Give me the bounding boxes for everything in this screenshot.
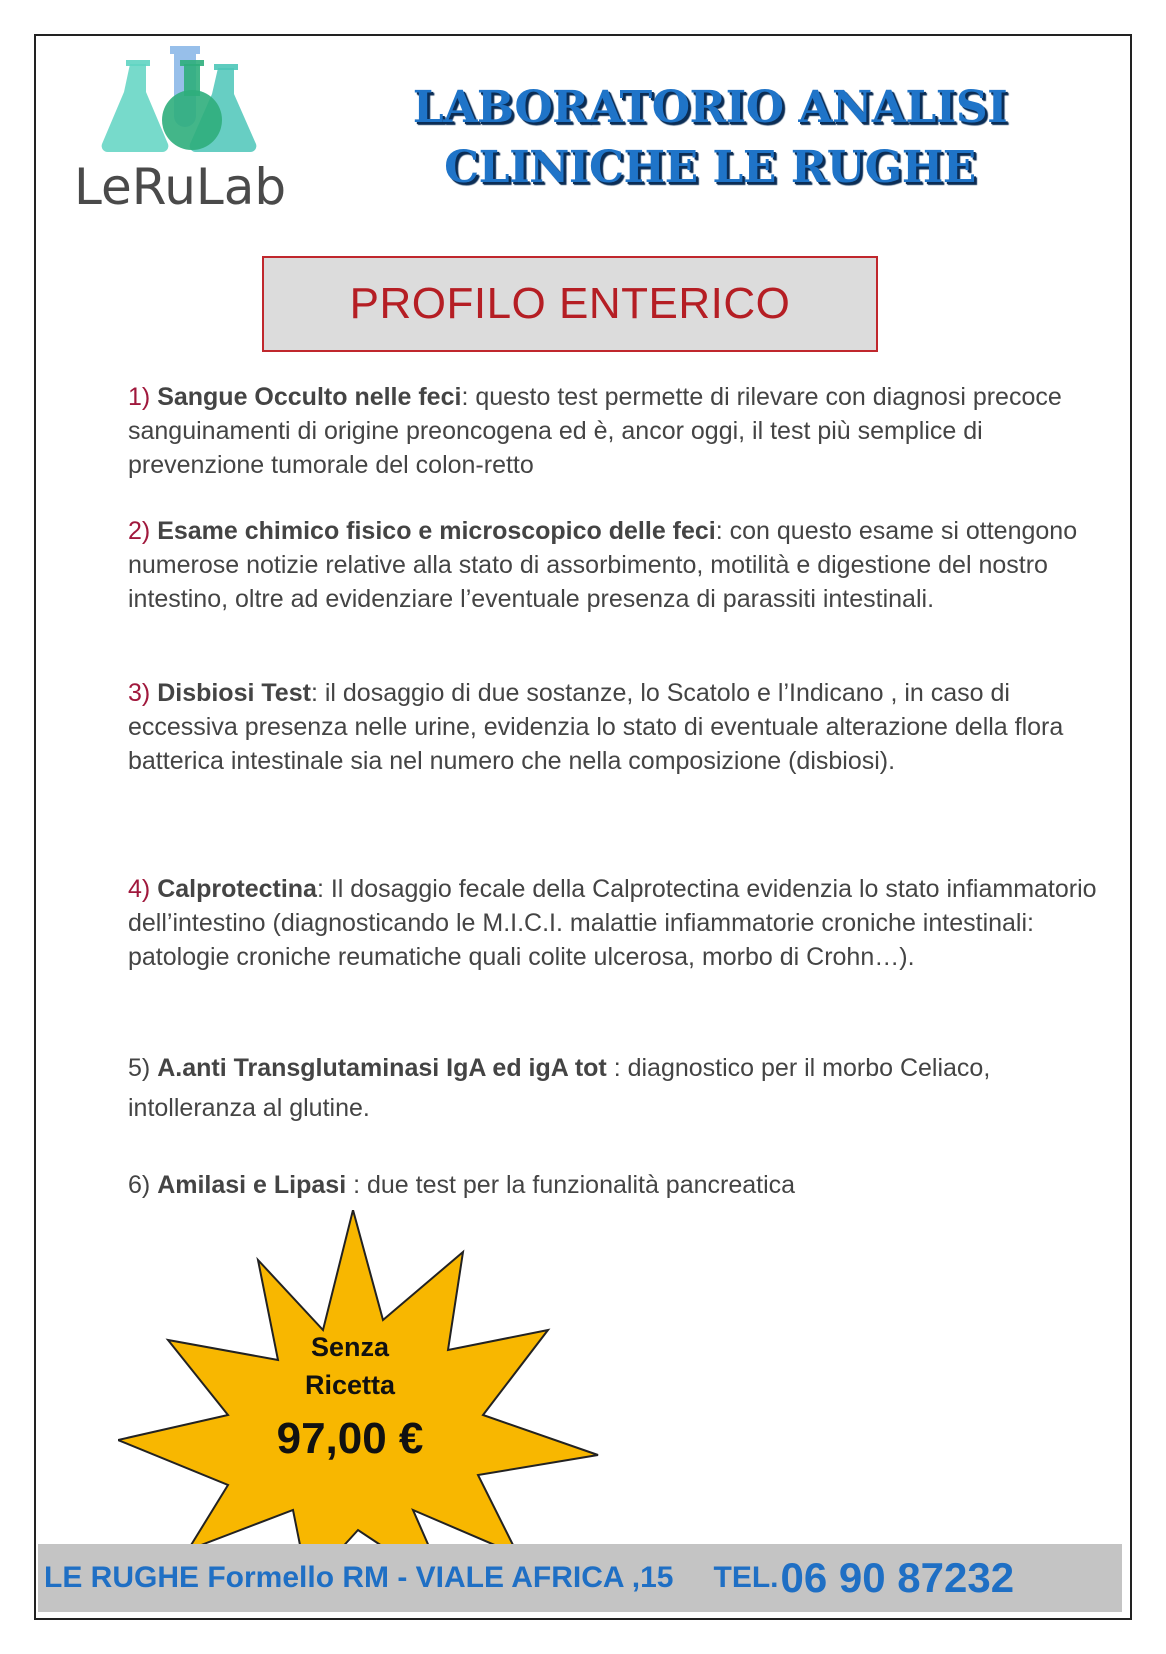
item-title: Sangue Occulto nelle feci xyxy=(157,383,462,411)
item-text: : diagnostico per il morbo Celiaco, intolleranza al glutine. xyxy=(128,1054,991,1122)
badge-text xyxy=(240,1328,460,1404)
item-number: 3) xyxy=(128,679,158,707)
item-title: Esame chimico fisico e microscopico delle feci xyxy=(157,517,716,545)
list-item xyxy=(128,676,1118,778)
list-item xyxy=(128,872,1118,974)
list-item xyxy=(128,380,1118,482)
item-title: Calprotectina xyxy=(157,875,317,903)
badge-price: 97,00 € xyxy=(276,1414,424,1463)
lab-flasks-icon xyxy=(100,46,270,156)
lab-title-line1: LABORATORIO ANALISI xyxy=(412,82,1008,133)
footer-tel-number: 06 90 87232 xyxy=(780,1554,1015,1601)
profile-title: PROFILO ENTERICO xyxy=(349,279,791,328)
footer-tel-label: TEL. xyxy=(713,1561,779,1594)
lab-title xyxy=(360,78,1060,198)
item-number: 4) xyxy=(128,875,158,903)
item-title: Amilasi e Lipasi xyxy=(157,1171,347,1199)
profile-title-box xyxy=(262,256,878,352)
item-text: : Il dosaggio fecale della Calprotectina evidenzia lo stato infiammatorio dell’intestino (diagnosticando le M.I.C.I. malattie infiammatorie croniche intestinali: patologie croniche reumatiche quali colite ulcerosa, morbo di Crohn…). xyxy=(128,875,1097,971)
item-text: : questo test permette di rilevare con diagnosi precoce sanguinamenti di origine preoncogena ed è, ancor oggi, il test più semplice di prevenzione tumorale del colon-retto xyxy=(128,383,1062,479)
item-text: : due test per la funzionalità pancreatica xyxy=(346,1171,796,1199)
footer-bar xyxy=(38,1544,1122,1612)
list-item xyxy=(128,1168,1118,1202)
item-number: 5) xyxy=(128,1054,158,1082)
list-item xyxy=(128,514,1118,616)
item-number: 6) xyxy=(128,1171,158,1199)
item-number: 1) xyxy=(128,383,158,411)
logo xyxy=(70,46,300,216)
item-number: 2) xyxy=(128,517,158,545)
badge-line1: Senza xyxy=(310,1332,390,1362)
lab-title-line2: CLINICHE LE RUGHE xyxy=(444,142,976,193)
list-item xyxy=(128,1048,1118,1128)
item-text: : il dosaggio di due sostanze, lo Scatolo e l’Indicano , in caso di eccessiva presenza nelle urine, evidenzia lo stato di eventuale alterazione della flora batterica intestinale sia nel numero che nella composizione (disbiosi). xyxy=(128,679,1064,775)
footer-address: LE RUGHE Formello RM - VIALE AFRICA ,15 xyxy=(44,1561,674,1594)
badge-line2: Ricetta xyxy=(304,1370,396,1400)
item-title: Disbiosi Test xyxy=(157,679,311,707)
item-title: A.anti Transglutaminasi IgA ed igA tot xyxy=(157,1054,607,1082)
logo-text: LeRuLab xyxy=(74,158,287,216)
item-text: : con questo esame si ottengono numerose notizie relative alla stato di assorbimento, motilità e digestione del nostro intestino, oltre ad evidenziare l’eventuale presenza di parassiti intestinali. xyxy=(128,517,1078,613)
